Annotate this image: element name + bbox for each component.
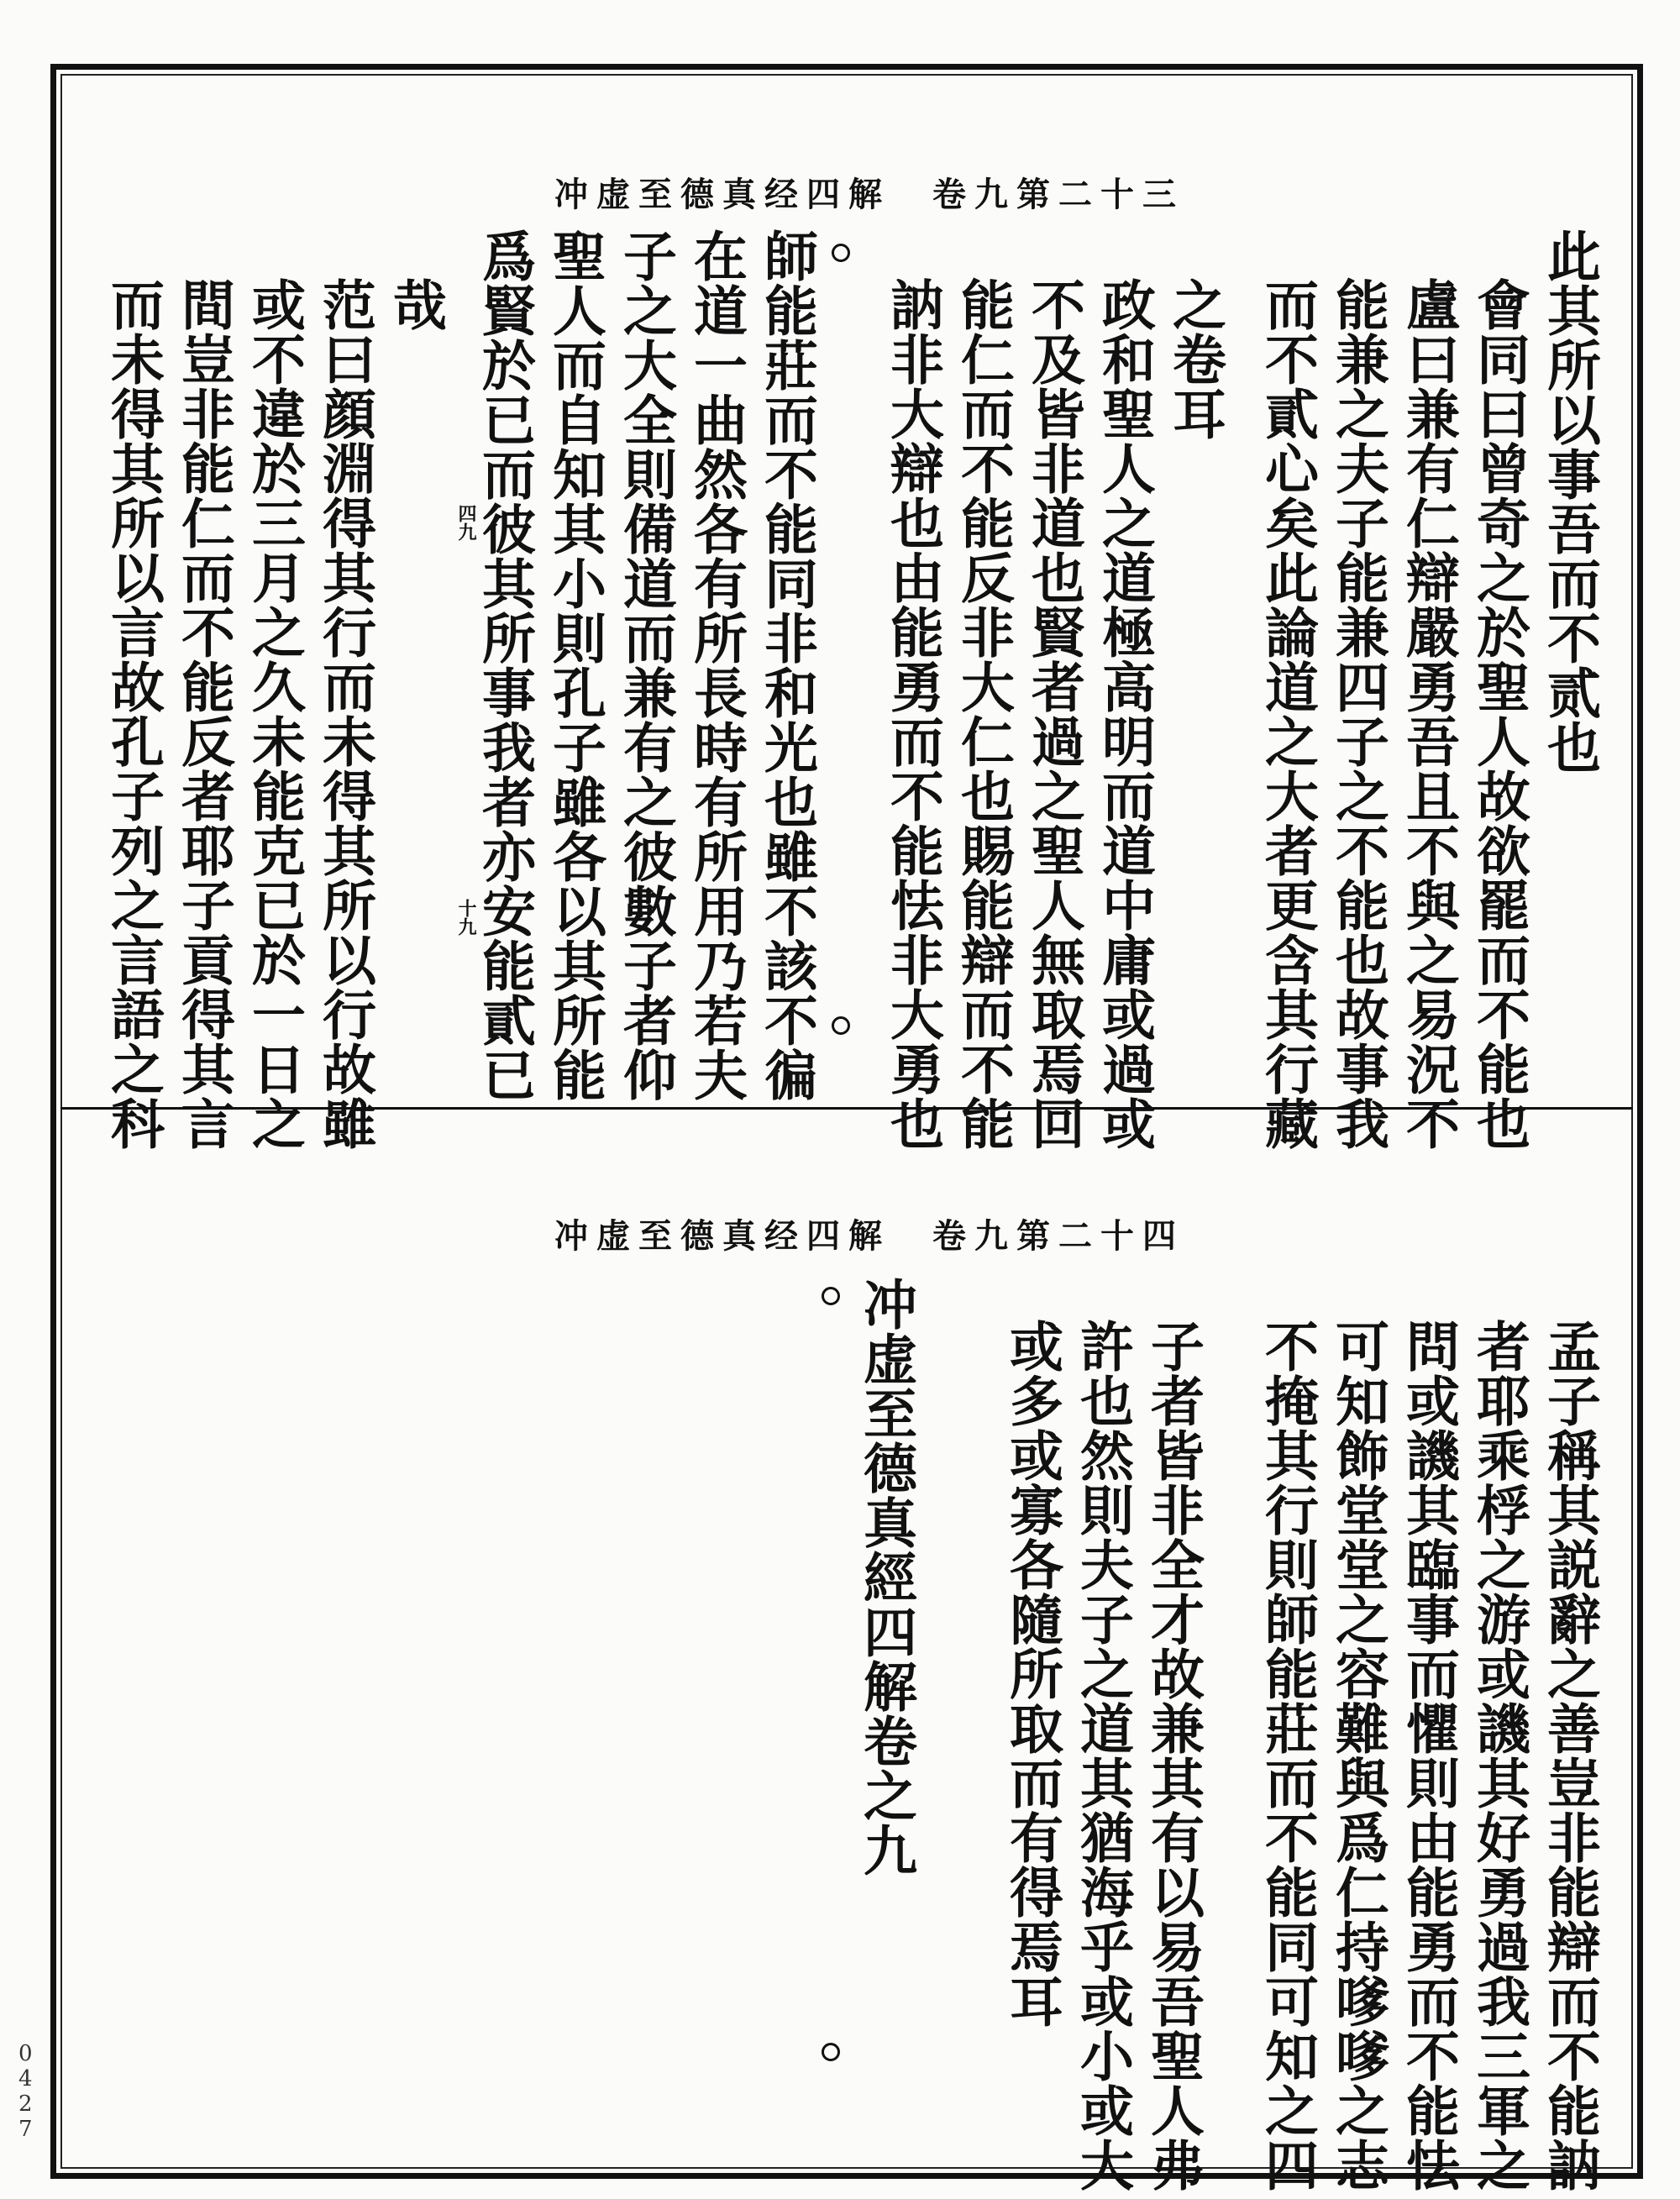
upper-column-16: 哉 <box>384 277 447 332</box>
lower-column-7: 許也然則夫子之道其猶海乎或小或大 <box>1071 1319 1134 2192</box>
upper-column-20: 而未得其所以言故孔子列之言語之科 <box>102 277 165 1151</box>
upper-column-11: 師能莊而不能同非和光也雖不該不徧 <box>755 228 818 1102</box>
upper-marginal-note-2: 十九 <box>455 899 477 936</box>
lower-column-5: 不掩其行則師能莊而不能同可知之四 <box>1256 1319 1319 2192</box>
upper-page-header: 冲虚至德真经四解 卷九第二十三 <box>554 175 1184 214</box>
lower-bottom-circle-mark <box>822 2043 840 2061</box>
upper-column-8: 不及皆非道也賢者過之聖人無取焉回 <box>1022 277 1085 1151</box>
upper-column-4: 能兼之夫子能兼四子之不能也故事我 <box>1326 277 1389 1151</box>
upper-column-1: 此其所以事吾而不贰也 <box>1538 228 1601 774</box>
upper-column-14: 聖人而自知其小則孔子雖各以其所能 <box>543 228 606 1102</box>
upper-column-7: 政和聖人之道極高明而道中庸或過或 <box>1093 277 1156 1151</box>
lower-column-1: 孟子稱其説辭之善豈非能辯而不能訥 <box>1538 1319 1601 2192</box>
upper-column-6: 之卷耳 <box>1163 277 1226 441</box>
upper-column-13: 子之大全則備道而兼有之彼數子者仰 <box>614 228 677 1102</box>
upper-middle-circle-mark <box>832 1016 850 1035</box>
lower-page-header: 冲虚至德真经四解 卷九第二十四 <box>554 1216 1184 1256</box>
lower-closing-title: 冲虚至德真經四解卷之九 <box>854 1277 917 1877</box>
upper-column-12: 在道一曲然各有所長時有所用乃若夫 <box>685 228 748 1102</box>
upper-column-3: 盧曰兼有仁辯嚴勇吾且不與之易況不 <box>1397 277 1460 1151</box>
upper-column-10: 訥非大辯也由能勇而不能怯非大勇也 <box>881 277 944 1151</box>
lower-column-2: 者耶乘桴之游或譏其好勇過我三軍之 <box>1467 1319 1530 2192</box>
upper-column-9: 能仁而不能反非大仁也賜能辯而不能 <box>952 277 1015 1151</box>
upper-column-18: 或不違於三月之久未能克已於一日之 <box>243 277 306 1151</box>
upper-column-17: 范曰顔淵得其行而未得其所以行故雖 <box>313 277 376 1151</box>
lower-column-3: 問或譏其臨事而懼則由能勇而不能怯 <box>1397 1319 1460 2192</box>
upper-top-circle-mark <box>832 244 850 262</box>
upper-marginal-note-1: 四九 <box>455 504 477 541</box>
upper-column-19: 間豈非能仁而不能反者耶子貢得其言 <box>172 277 235 1151</box>
upper-column-5: 而不貳心矣此論道之大者更含其行藏 <box>1256 277 1319 1151</box>
upper-column-2: 會同曰曾奇之於聖人故欲罷而不能也 <box>1467 277 1530 1151</box>
lower-column-6: 子者皆非全才故兼其有以易吾聖人弗 <box>1142 1319 1205 2192</box>
lower-top-circle-mark <box>822 1287 840 1305</box>
lower-column-4: 可知飾堂堂之容難與爲仁持嗲嗲之志 <box>1326 1319 1389 2192</box>
lower-column-8: 或多或寡各隨所取而有得焉耳 <box>1000 1319 1063 2028</box>
page-number: 0 4 2 7 <box>18 2041 33 2142</box>
upper-column-15: 爲賢於已而彼其所事我者亦安能貳已 <box>473 228 536 1102</box>
